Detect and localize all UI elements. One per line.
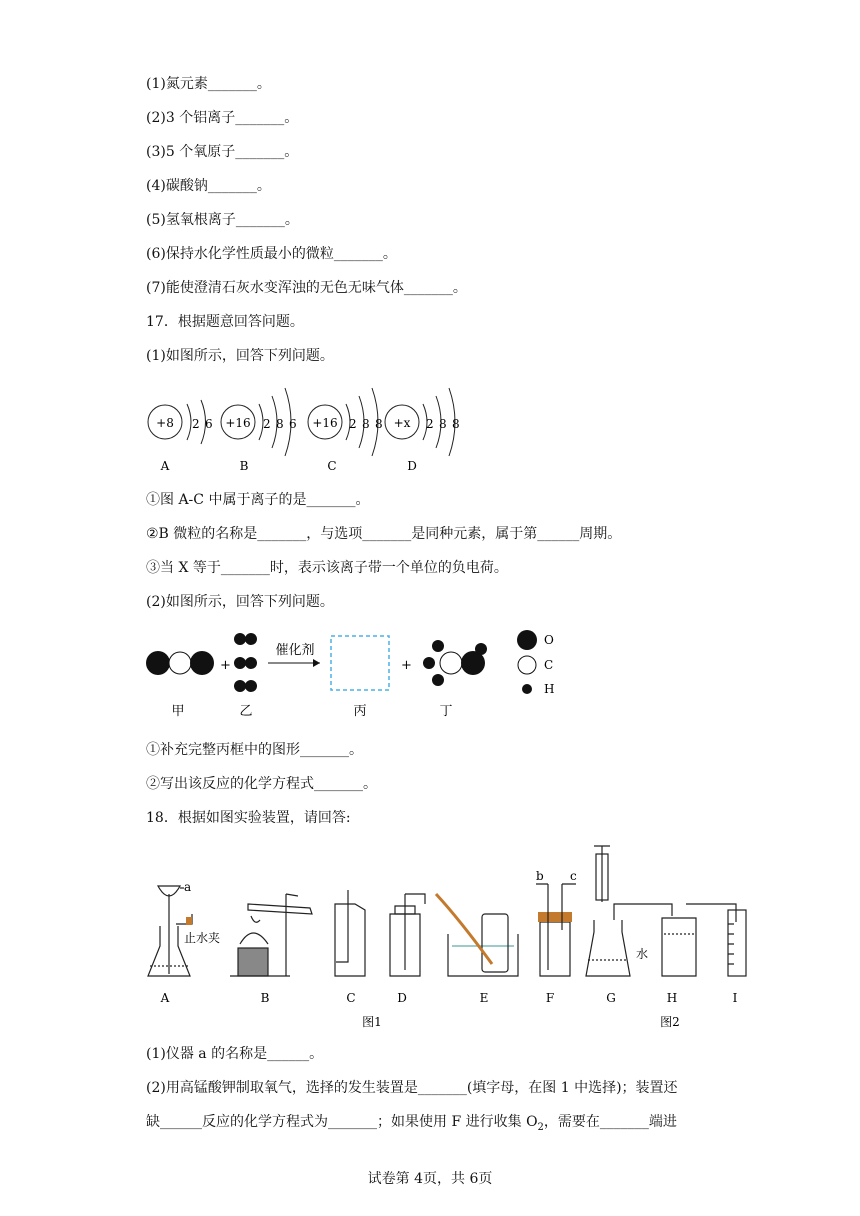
- q17-part2-q2: ②写出该反应的化学方程式_______。: [146, 776, 377, 792]
- label-c: c: [570, 869, 577, 883]
- lab-apparatus-figure: [140, 834, 760, 1034]
- label-ding: 丁: [439, 704, 453, 719]
- app-label-f: F: [545, 991, 555, 1005]
- molecule-ding: [423, 640, 487, 719]
- atom-c-nucleus: +16: [312, 416, 338, 430]
- page-footer: 试卷第 4页，共 6页: [367, 1171, 493, 1187]
- atom-c-label: C: [327, 459, 337, 473]
- atom-structure-diagram: [140, 376, 480, 476]
- label-yi: 乙: [239, 704, 253, 719]
- q16-item-2: (2)3 个铝离子_______。: [146, 110, 299, 126]
- atom-legend: [517, 630, 554, 696]
- atom-b-shell-2: 8: [276, 417, 284, 431]
- atom-b-shell-1: 2: [263, 417, 271, 431]
- q18-q1: (1)仪器 a 的名称是______。: [146, 1046, 324, 1062]
- q16-item-1: (1)氮元素_______。: [146, 76, 271, 92]
- atom-d-label: D: [407, 459, 417, 473]
- atom-b-nucleus: +16: [225, 416, 251, 430]
- reaction-diagram: [140, 622, 580, 722]
- legend-c: C: [544, 658, 554, 672]
- label-b: b: [536, 869, 544, 883]
- app-label-g: G: [606, 991, 616, 1005]
- q17-sub-2: ②B 微粒的名称是_______，与选项_______是同种元素，属于第______周期。: [146, 526, 622, 542]
- q18-q2-line2-sub: 2: [537, 1121, 544, 1133]
- apparatus-e: [436, 894, 518, 976]
- apparatus-c: [335, 890, 365, 976]
- q17-sub-1: ①图 A-C 中属于离子的是_______。: [146, 492, 370, 508]
- molecule-jia: [146, 651, 214, 719]
- atom-d-shell-2: 8: [439, 417, 447, 431]
- atom-d: [385, 388, 460, 473]
- atom-c: [308, 388, 383, 473]
- q17-part2-q1: ①补充完整丙框中的图形_______。: [146, 742, 363, 758]
- atom-b: [221, 388, 297, 473]
- q16-item-6: (6)保持水化学性质最小的微粒_______。: [146, 246, 397, 262]
- atom-a-nucleus: +8: [156, 416, 174, 430]
- atom-c-shell-2: 8: [362, 417, 370, 431]
- fig1-caption: 图1: [362, 1015, 382, 1029]
- atom-b-label: B: [239, 459, 249, 473]
- atom-a-shell-1: 2: [192, 417, 200, 431]
- bing-empty-box: [331, 636, 389, 690]
- app-label-c: C: [346, 991, 356, 1005]
- q18-q2-line2-part1: 缺______反应的化学方程式为_______；如果使用 F 进行收集 O: [146, 1114, 538, 1130]
- legend-h: H: [544, 682, 555, 696]
- q16-item-7: (7)能使澄清石灰水变浑浊的无色无味气体_______。: [146, 280, 467, 296]
- atom-b-shell-3: 6: [289, 417, 297, 431]
- q16-item-5: (5)氢氧根离子_______。: [146, 212, 299, 228]
- label-a: a: [184, 880, 192, 894]
- app-label-a: A: [160, 991, 170, 1005]
- q17-sub-3: ③当 X 等于_______时，表示该离子带一个单位的负电荷。: [146, 560, 508, 576]
- label-water: 水: [636, 947, 649, 961]
- app-label-d: D: [397, 991, 407, 1005]
- q16-item-4: (4)碳酸钠_______。: [146, 178, 271, 194]
- atom-a: [148, 400, 213, 473]
- app-label-b: B: [260, 991, 270, 1005]
- atom-c-shell-1: 2: [349, 417, 357, 431]
- atom-a-shell-2: 6: [205, 417, 213, 431]
- q18-heading: 18．根据如图实验装置，请回答:: [146, 810, 351, 826]
- label-jia: 甲: [171, 704, 185, 719]
- apparatus-i: [728, 910, 746, 976]
- app-label-e: E: [479, 991, 489, 1005]
- apparatus-h: [662, 904, 736, 976]
- q16-item-3: (3)5 个氧原子_______。: [146, 144, 299, 160]
- q18-q2-line2: [146, 1112, 677, 1138]
- plus-2: +: [401, 658, 412, 673]
- q17-part2-intro: (2)如图所示，回答下列问题。: [146, 594, 334, 610]
- fig2-caption: 图2: [660, 1015, 680, 1029]
- q18-q2-line2-part2: ，需要在_______端进: [543, 1114, 677, 1130]
- app-label-h: H: [666, 991, 678, 1005]
- atom-c-shell-3: 8: [375, 417, 383, 431]
- apparatus-b: [230, 894, 312, 976]
- atom-d-nucleus: +x: [393, 416, 411, 430]
- atom-d-shell-3: 8: [452, 417, 460, 431]
- label-clip: 止水夹: [184, 931, 221, 945]
- legend-o: O: [544, 633, 554, 647]
- plus-1: +: [220, 658, 231, 673]
- catalyst-label: 催化剂: [275, 643, 315, 658]
- atom-d-shell-1: 2: [426, 417, 434, 431]
- q17-part1-intro: (1)如图所示，回答下列问题。: [146, 348, 334, 364]
- q17-heading: 17．根据题意回答问题。: [146, 314, 304, 330]
- q18-q2-line1: (2)用高锰酸钾制取氧气，选择的发生装置是_______(填字母，在图 1 中选择)；装置还: [146, 1080, 678, 1096]
- molecule-yi: [234, 633, 257, 719]
- apparatus-f: [536, 884, 576, 976]
- apparatus-g: [586, 846, 672, 976]
- apparatus-d: [390, 894, 425, 976]
- label-bing: 丙: [353, 704, 367, 719]
- atom-a-label: A: [160, 459, 170, 473]
- app-label-i: I: [732, 991, 738, 1005]
